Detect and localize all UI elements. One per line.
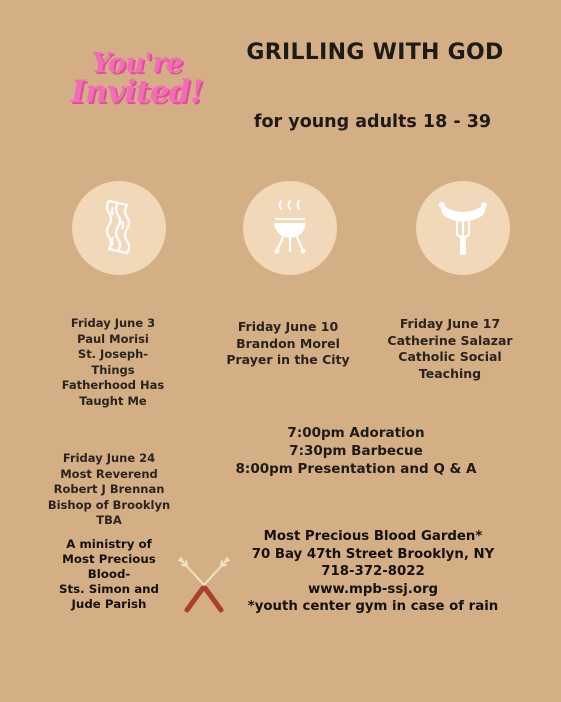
grill-circle bbox=[243, 181, 337, 275]
event-june-10 bbox=[218, 319, 358, 369]
event-topic-line: TBA bbox=[96, 513, 122, 527]
sausage-fork-icon bbox=[416, 181, 510, 275]
invite-line-2: Invited! bbox=[70, 74, 204, 110]
event-june-3 bbox=[52, 316, 174, 409]
event-topic-line: Taught Me bbox=[79, 393, 147, 408]
event-june-24 bbox=[46, 451, 172, 529]
ministry-line: Most Precious bbox=[62, 552, 156, 566]
invite-line-1: You're bbox=[91, 48, 183, 79]
event-topic-line: Teaching bbox=[418, 365, 482, 381]
event-topic-line: Catholic Social bbox=[398, 349, 502, 364]
location-address: 70 Bay 47th Street Brooklyn, NY bbox=[251, 546, 495, 562]
location-name: Most Precious Blood Garden* bbox=[263, 529, 483, 544]
ministry-credit bbox=[48, 537, 170, 612]
event-speaker: Paul Morisi bbox=[77, 331, 149, 346]
bacon-circle bbox=[72, 181, 166, 275]
grill-icon bbox=[243, 181, 337, 275]
invite-banner bbox=[62, 48, 212, 110]
bacon-icon bbox=[72, 181, 166, 275]
ministry-line: A ministry of bbox=[66, 537, 152, 551]
event-speaker: Bishop of Brooklyn bbox=[47, 497, 171, 512]
event-date: Friday June 24 bbox=[62, 451, 156, 465]
event-speaker: Brandon Morel bbox=[236, 335, 340, 351]
ministry-line: Sts. Simon and bbox=[59, 582, 159, 596]
ministry-line: Jude Parish bbox=[71, 597, 147, 611]
event-date: Friday June 10 bbox=[237, 319, 339, 334]
event-topic-line: St. Joseph- bbox=[77, 347, 149, 361]
location-phone: 718-372-8022 bbox=[321, 564, 425, 579]
event-speaker: Catherine Salazar bbox=[387, 332, 513, 348]
location-block bbox=[236, 528, 510, 616]
schedule bbox=[210, 424, 502, 478]
location-rain-note: *youth center gym in case of rain bbox=[247, 599, 499, 614]
event-topic-line: Fatherhood Has bbox=[61, 378, 165, 392]
schedule-item: 7:30pm Barbecue bbox=[289, 443, 423, 459]
event-title: GRILLING WITH GOD bbox=[246, 40, 504, 65]
event-june-17 bbox=[383, 316, 517, 382]
sausage-circle bbox=[416, 181, 510, 275]
event-subtitle: for young adults 18 - 39 bbox=[253, 112, 492, 132]
event-topic-line: Prayer in the City bbox=[226, 352, 350, 367]
event-date: Friday June 3 bbox=[70, 316, 156, 330]
event-speaker: Most Reverend bbox=[60, 466, 158, 481]
schedule-item: 8:00pm Presentation and Q & A bbox=[235, 461, 477, 477]
event-date: Friday June 17 bbox=[399, 316, 501, 331]
event-topic-line: Things bbox=[91, 362, 135, 377]
event-speaker: Robert J Brennan bbox=[53, 482, 165, 496]
location-website: www.mpb-ssj.org bbox=[307, 581, 439, 597]
ministry-line: Blood- bbox=[87, 567, 131, 581]
crossed-skewers-icon bbox=[175, 554, 233, 616]
schedule-item: 7:00pm Adoration bbox=[287, 425, 425, 441]
